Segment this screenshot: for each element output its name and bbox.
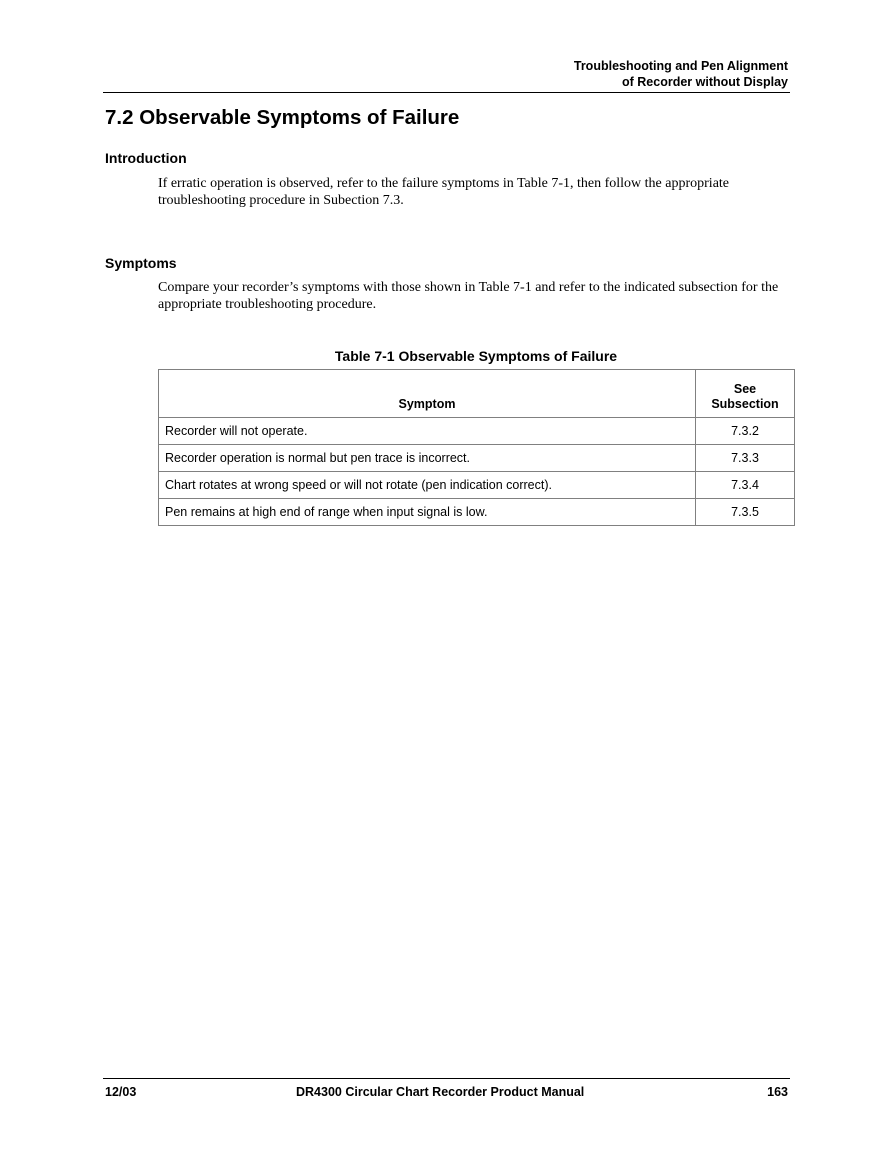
see-subsection-column-header [696,370,795,418]
subsection-cell: 7.3.5 [696,499,795,526]
symptoms-table [158,369,795,526]
running-header-line-1: Troubleshooting and Pen Alignment [573,59,788,73]
symptoms-paragraph: Compare your recorder’s symptoms with those shown in Table 7-1 and refer to the indicated subsection for the appropriate troubleshooting procedure. [158,280,779,312]
header-rule [103,92,790,93]
table-row [159,472,795,499]
see-header-line-1: See [733,382,757,396]
subsection-cell: 7.3.2 [696,418,795,445]
symptom-cell: Recorder will not operate. [159,418,696,445]
subsection-cell: 7.3.4 [696,472,795,499]
table-caption: Table 7-1 Observable Symptoms of Failure [334,348,618,364]
table-row [159,445,795,472]
footer-rule [103,1078,790,1079]
introduction-paragraph: If erratic operation is observed, refer to the failure symptoms in Table 7-1, then follow the appropriate troubleshooting procedure in Subection 7.3. [158,176,730,208]
table-row [159,499,795,526]
subsection-cell: 7.3.3 [696,445,795,472]
running-header [574,58,788,90]
footer-date: 12/03 [105,1085,137,1099]
page-number: 163 [767,1085,788,1099]
symptoms-heading: Symptoms [105,255,177,271]
section-title: 7.2 Observable Symptoms of Failure [105,106,460,129]
symptom-cell: Pen remains at high end of range when input signal is low. [159,499,696,526]
see-header-line-2: Subsection [711,397,779,411]
table-header-row [159,370,795,418]
table-row [159,418,795,445]
symptom-cell: Recorder operation is normal but pen trace is incorrect. [159,445,696,472]
running-header-line-2: of Recorder without Display [622,75,788,89]
footer-title: DR4300 Circular Chart Recorder Product Manual [296,1085,585,1099]
symptom-cell: Chart rotates at wrong speed or will not rotate (pen indication correct). [159,472,696,499]
symptom-column-header: Symptom [159,370,696,418]
introduction-heading: Introduction [105,150,187,166]
